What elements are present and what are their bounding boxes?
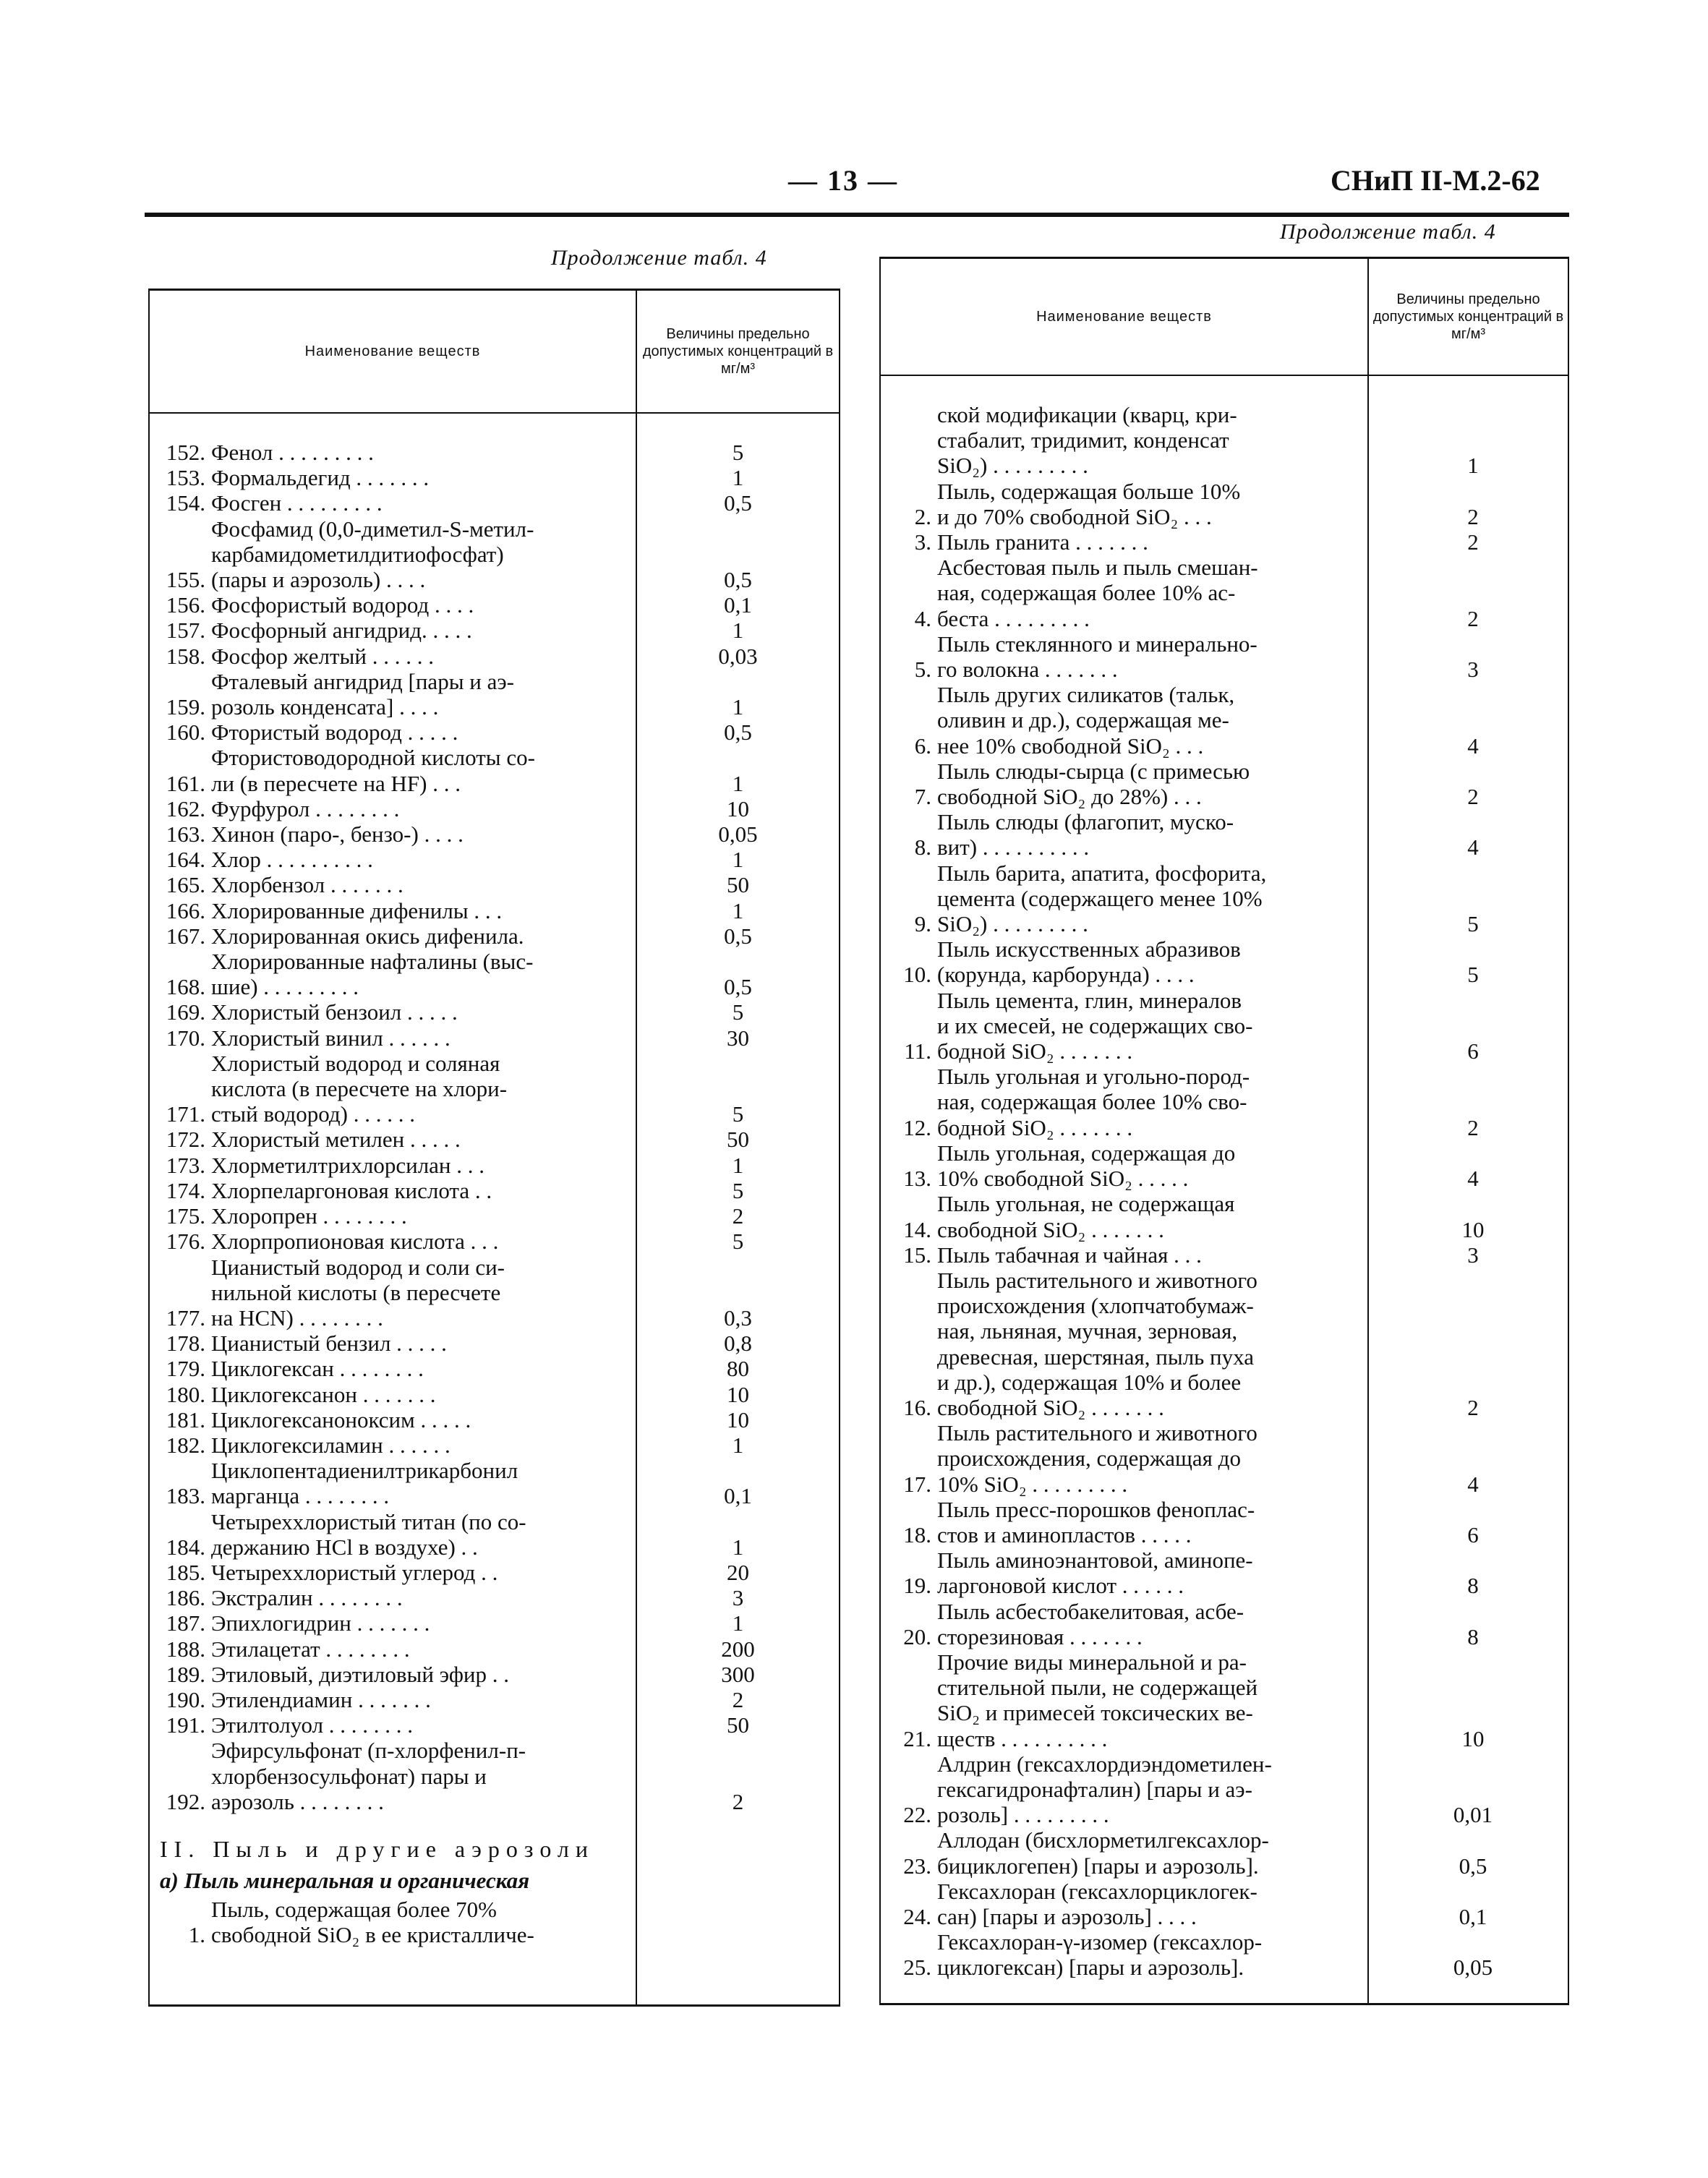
limit-value: 0,8 xyxy=(724,1331,752,1357)
substance-name: Пыль цемента, глин, минералов и их смесей, не содержащих сво- бодной SiO₂ . . . . . . . xyxy=(937,987,1253,1064)
header-rule xyxy=(145,213,1569,217)
substance-name: Пыль, содержащая более 70% свободной SiO₂ в ее кристалличе- xyxy=(211,1896,534,1948)
table-row xyxy=(150,1712,839,1738)
substance-name: Фосфористый водород . . . . xyxy=(211,592,474,618)
table-right xyxy=(879,257,1569,2005)
substance-name: Циклогексанон . . . . . . . xyxy=(211,1381,436,1407)
row-number: 24. xyxy=(903,1903,931,1929)
row-number: 161. xyxy=(166,770,205,796)
table-body xyxy=(150,440,839,1947)
substance-name: Формальдегид . . . . . . . xyxy=(211,465,430,491)
table-row xyxy=(150,1738,839,1814)
table-row xyxy=(150,618,839,643)
table-header xyxy=(881,259,1568,376)
limit-value: 0,1 xyxy=(1459,1903,1487,1929)
substance-name: Циклогексан . . . . . . . . xyxy=(211,1356,424,1382)
table-row xyxy=(150,1331,839,1356)
substance-name: Этиловый, диэтиловый эфир . . xyxy=(211,1661,510,1687)
limit-value: 300 xyxy=(721,1661,755,1687)
table-row xyxy=(881,631,1568,682)
substance-name: Фенол . . . . . . . . . xyxy=(211,440,374,465)
page-number: — 13 — xyxy=(788,164,898,197)
row-number: 25. xyxy=(903,1955,931,1981)
column-header-value: Величины предельно допустимых концентраций в мг/м³ xyxy=(1367,259,1568,375)
substance-name: Этилендиамин . . . . . . . xyxy=(211,1686,431,1712)
subsection-heading: а) Пыль минеральная и органическая xyxy=(160,1867,530,1893)
row-number: 174. xyxy=(166,1177,205,1203)
table-row xyxy=(150,592,839,618)
substance-name: Фтористоводородной кислоты со- ли (в пересчете на HF) . . . xyxy=(211,745,535,796)
substance-name: Пыль гранита . . . . . . . xyxy=(937,529,1148,555)
substance-name: Фосфор желтый . . . . . . xyxy=(211,643,434,669)
limit-value: 1 xyxy=(732,770,744,796)
column-header-value: Величины предельно допустимых концентраций в мг/м³ xyxy=(636,291,839,412)
limit-value: 2 xyxy=(1467,503,1479,529)
row-number: 184. xyxy=(166,1534,205,1560)
substance-name: Пыль пресс-порошков феноплас- стов и аминопластов . . . . . xyxy=(937,1496,1255,1547)
table-row xyxy=(150,1432,839,1458)
table-row xyxy=(150,1178,839,1203)
substance-name: Гексахлоран-γ-изомер (гексахлор- циклогексан) [пары и аэрозоль]. xyxy=(937,1929,1263,1981)
limit-value: 2 xyxy=(732,1686,744,1712)
row-number: 10. xyxy=(903,962,931,988)
substance-name: Прочие виды минеральной и ра- стительной пыли, не содержащей SiO₂ и примесей токсических ве- ществ . . . . . . . . . . xyxy=(937,1649,1258,1751)
limit-value: 20 xyxy=(727,1559,749,1585)
limit-value: 50 xyxy=(727,872,749,898)
row-number: 171. xyxy=(166,1101,205,1127)
limit-value: 3 xyxy=(1467,1242,1479,1268)
substance-name: Циклогексиламин . . . . . . xyxy=(211,1432,451,1458)
limit-value: 1 xyxy=(732,1610,744,1636)
row-number: 186. xyxy=(166,1585,205,1611)
substance-name: Хинон (паро-, бензо-) . . . . xyxy=(211,821,464,847)
table-row xyxy=(150,440,839,465)
row-number: 8. xyxy=(914,834,931,860)
table-row xyxy=(150,1636,839,1662)
substance-name: Пыль стеклянного и минерально- го волокна . . . . . . . xyxy=(937,631,1257,683)
table-row xyxy=(881,759,1568,809)
row-number: 16. xyxy=(903,1394,931,1420)
table-row xyxy=(150,465,839,490)
substance-name: Фосген . . . . . . . . . xyxy=(211,490,383,516)
limit-value: 4 xyxy=(1467,834,1479,860)
table-row xyxy=(150,1585,839,1610)
substance-name: Этилацетат . . . . . . . . xyxy=(211,1636,410,1662)
table-row xyxy=(881,682,1568,759)
table-row xyxy=(150,1897,839,1947)
row-number: 21. xyxy=(903,1725,931,1751)
limit-value: 1 xyxy=(732,897,744,923)
substance-name: Пыль растительного и животного происхождения, содержащая до 10% SiO₂ . . . . . . . . . xyxy=(937,1420,1257,1497)
substance-name: Фталевый ангидрид [пары и аэ- розоль конденсата] . . . . xyxy=(211,668,514,720)
substance-name: Алдрин (гексахлордиэндометилен- гексагидронафталин) [пары и аэ- розоль] . . . . . . . . . xyxy=(937,1751,1272,1828)
limit-value: 8 xyxy=(1467,1573,1479,1599)
table-row xyxy=(881,1140,1568,1191)
row-number: 167. xyxy=(166,923,205,949)
row-number: 14. xyxy=(903,1216,931,1242)
row-number: 185. xyxy=(166,1559,205,1585)
row-number: 179. xyxy=(166,1356,205,1382)
table-row xyxy=(881,529,1568,555)
row-number: 154. xyxy=(166,490,205,516)
row-number: 156. xyxy=(166,592,205,618)
row-number: 187. xyxy=(166,1610,205,1636)
row-number: 183. xyxy=(166,1483,205,1509)
row-number: 11. xyxy=(904,1038,931,1064)
table-row xyxy=(150,999,839,1025)
table-row xyxy=(881,860,1568,937)
substance-name: Пыль аминоэнантовой, аминопе- ларгоновой кислот . . . . . . xyxy=(937,1547,1253,1599)
row-number: 19. xyxy=(903,1573,931,1599)
row-number: 22. xyxy=(903,1802,931,1828)
limit-value: 5 xyxy=(732,1177,744,1203)
row-number: 169. xyxy=(166,999,205,1025)
row-number: 162. xyxy=(166,795,205,821)
limit-value: 2 xyxy=(1467,605,1479,631)
row-number: 6. xyxy=(914,733,931,759)
substance-name: Пыль искусственных абразивов (корунда, карборунда) . . . . xyxy=(937,936,1241,988)
row-number: 18. xyxy=(903,1521,931,1547)
substance-name: Эфирсульфонат (п-хлорфенил-п- хлорбензосульфонат) пары и аэрозоль . . . . . . . . xyxy=(211,1738,526,1814)
limit-value: 0,5 xyxy=(1459,1853,1487,1879)
table-row xyxy=(881,1497,1568,1547)
table-row xyxy=(150,719,839,745)
limit-value: 5 xyxy=(1467,962,1479,988)
limit-value: 2 xyxy=(1467,1114,1479,1140)
substance-name: Циклогексаноноксим . . . . . xyxy=(211,1406,471,1432)
table-row xyxy=(881,1649,1568,1751)
column-header-name: Наименование веществ xyxy=(1036,308,1212,325)
substance-name: Хлор . . . . . . . . . . xyxy=(211,847,373,873)
limit-value: 6 xyxy=(1467,1038,1479,1064)
table-row xyxy=(150,1560,839,1585)
row-number: 13. xyxy=(903,1166,931,1192)
limit-value: 0,5 xyxy=(724,923,752,949)
table-row xyxy=(881,1420,1568,1497)
table-left xyxy=(148,289,840,2007)
limit-value: 5 xyxy=(732,1101,744,1127)
document-code: СНиП II-М.2-62 xyxy=(1331,164,1540,197)
substance-name: Пыль слюды (флагопит, муско- вит) . . . . . . . . . . xyxy=(937,809,1234,860)
substance-name: Фосфамид (0,0-диметил-S-метил- карбамидометилдитиофосфат) (пары и аэрозоль) . . . . xyxy=(211,516,534,593)
table-row xyxy=(881,1599,1568,1649)
row-number: 7. xyxy=(914,784,931,810)
substance-name: Хлорпеларгоновая кислота . . xyxy=(211,1177,492,1203)
table-row xyxy=(881,1064,1568,1140)
limit-value: 0,05 xyxy=(1453,1955,1493,1981)
table-row xyxy=(150,1127,839,1152)
row-number: 170. xyxy=(166,1025,205,1051)
limit-value: 0,01 xyxy=(1453,1802,1493,1828)
table-row xyxy=(881,809,1568,860)
table-row xyxy=(881,479,1568,529)
table-row xyxy=(150,1255,839,1331)
limit-value: 0,5 xyxy=(724,974,752,1000)
table-row xyxy=(150,821,839,847)
substance-name: Хлористый винил . . . . . . xyxy=(211,1025,451,1051)
table-row xyxy=(150,872,839,897)
substance-name: Аллодан (бисхлорметилгексахлор- бициклогепен) [пары и аэрозоль]. xyxy=(937,1827,1269,1879)
column-header-name: Наименование веществ xyxy=(304,343,481,359)
limit-value: 6 xyxy=(1467,1521,1479,1547)
limit-value: 5 xyxy=(732,440,744,465)
substance-name: Эпихлогидрин . . . . . . . xyxy=(211,1610,430,1636)
row-number: 5. xyxy=(914,657,931,683)
limit-value: 10 xyxy=(1461,1216,1485,1242)
limit-value: 1 xyxy=(1467,453,1479,479)
limit-value: 1 xyxy=(732,465,744,491)
table-row xyxy=(150,1662,839,1687)
limit-value: 1 xyxy=(732,1152,744,1178)
substance-name: Этилтолуол . . . . . . . . xyxy=(211,1712,414,1738)
table-row xyxy=(150,1407,839,1432)
table-row xyxy=(150,490,839,516)
substance-name: Хлорированные нафталины (выс- шие) . . . . . . . . . xyxy=(211,949,534,1000)
substance-name: Хлорбензол . . . . . . . xyxy=(211,872,403,898)
limit-value: 0,5 xyxy=(724,490,752,516)
table-row xyxy=(150,949,839,999)
substance-name: Цианистый бензил . . . . . xyxy=(211,1331,447,1357)
row-number: 175. xyxy=(166,1203,205,1229)
substance-name: Пыль слюды-сырца (с примесью свободной SiO₂ до 28%) . . . xyxy=(937,758,1250,810)
table-row xyxy=(150,1458,839,1508)
table-row xyxy=(150,1610,839,1636)
substance-name: Хлорированная окись дифенила. xyxy=(211,923,524,949)
limit-value: 0,1 xyxy=(724,1483,752,1509)
limit-value: 5 xyxy=(732,1229,744,1255)
table-header xyxy=(150,291,839,414)
table-row xyxy=(881,988,1568,1064)
limit-value: 2 xyxy=(732,1203,744,1229)
limit-value: 10 xyxy=(727,795,749,821)
table-row xyxy=(150,923,839,949)
substance-name: Асбестовая пыль и пыль смешан- ная, содержащая более 10% ас- беста . . . . . . . . . xyxy=(937,555,1258,631)
substance-name: Пыль других силикатов (тальк, оливин и др.), содержащая ме- нее 10% свободной SiO₂ . . . xyxy=(937,682,1235,759)
substance-name: Хлористый метилен . . . . . xyxy=(211,1127,461,1153)
table-row xyxy=(150,1229,839,1254)
row-number: 158. xyxy=(166,643,205,669)
row-number: 157. xyxy=(166,618,205,644)
limit-value: 50 xyxy=(727,1712,749,1738)
row-number: 190. xyxy=(166,1686,205,1712)
table-row xyxy=(881,402,1568,479)
row-number: 173. xyxy=(166,1152,205,1178)
limit-value: 10 xyxy=(727,1406,749,1432)
table-continuation-right: Продолжение табл. 4 xyxy=(1280,220,1496,244)
substance-name: Пыль угольная, не содержащая свободной SiO₂ . . . . . . . xyxy=(937,1191,1235,1242)
substance-name: Пыль барита, апатита, фосфорита, цемента (содержащего менее 10% SiO₂) . . . . . . . . . xyxy=(937,860,1267,937)
table-row xyxy=(881,555,1568,631)
row-number: 176. xyxy=(166,1229,205,1255)
table-row xyxy=(150,898,839,923)
table-row xyxy=(881,1879,1568,1929)
table-row xyxy=(150,644,839,669)
limit-value: 1 xyxy=(732,1534,744,1560)
limit-value: 5 xyxy=(732,999,744,1025)
substance-name: Пыль асбестобакелитовая, асбе- сторезиновая . . . . . . . xyxy=(937,1598,1244,1649)
table-row xyxy=(881,1191,1568,1242)
limit-value: 0,3 xyxy=(724,1304,752,1331)
substance-name: Фурфурол . . . . . . . . xyxy=(211,795,400,821)
table-row xyxy=(881,1929,1568,1980)
limit-value: 3 xyxy=(1467,657,1479,683)
row-number: 164. xyxy=(166,847,205,873)
limit-value: 0,5 xyxy=(724,719,752,746)
row-number: 2. xyxy=(914,503,931,529)
row-number: 180. xyxy=(166,1381,205,1407)
row-number: 178. xyxy=(166,1331,205,1357)
limit-value: 3 xyxy=(732,1585,744,1611)
row-number: 172. xyxy=(166,1127,205,1153)
row-number: 177. xyxy=(166,1304,205,1331)
row-number: 188. xyxy=(166,1636,205,1662)
row-number: 152. xyxy=(166,440,205,465)
row-number: 192. xyxy=(166,1788,205,1814)
substance-name: Циклопентадиенилтрикарбонил марганца . . . . . . . . xyxy=(211,1458,518,1509)
limit-value: 8 xyxy=(1467,1623,1479,1649)
row-number: 9. xyxy=(914,911,931,937)
substance-name: Гексахлоран (гексахлорциклогек- сан) [пары и аэрозоль] . . . . xyxy=(937,1878,1257,1929)
table-row xyxy=(150,1509,839,1560)
table-row xyxy=(150,1382,839,1407)
row-number: 4. xyxy=(914,605,931,631)
table-row xyxy=(150,516,839,593)
limit-value: 0,03 xyxy=(718,643,758,669)
row-number: 181. xyxy=(166,1406,205,1432)
table-row xyxy=(881,1827,1568,1878)
row-number: 20. xyxy=(903,1623,931,1649)
section-heading: II. Пыль и другие аэрозоли xyxy=(160,1835,594,1862)
row-number: 182. xyxy=(166,1432,205,1458)
table-row xyxy=(150,669,839,719)
row-number: 15. xyxy=(903,1242,931,1268)
limit-value: 2 xyxy=(1467,784,1479,810)
row-number: 153. xyxy=(166,465,205,491)
table-row xyxy=(150,1356,839,1381)
row-number: 163. xyxy=(166,821,205,847)
substance-name: Хлористый бензоил . . . . . xyxy=(211,999,458,1025)
row-number: 159. xyxy=(166,694,205,720)
limit-value: 80 xyxy=(727,1356,749,1382)
substance-name: Хлорметилтрихлорсилан . . . xyxy=(211,1152,485,1178)
substance-name: Фосфорный ангидрид. . . . . xyxy=(211,618,472,644)
limit-value: 5 xyxy=(1467,911,1479,937)
substance-name: Хлоропрен . . . . . . . . xyxy=(211,1203,407,1229)
substance-name: Пыль угольная и угольно-пород- ная, содержащая более 10% сво- бодной SiO₂ . . . . . . . xyxy=(937,1064,1250,1140)
table-continuation-left: Продолжение табл. 4 xyxy=(551,246,767,270)
substance-name: ской модификации (кварц, кри- стабалит, тридимит, конденсат SiO₂) . . . . . . . . . xyxy=(937,402,1237,479)
substance-name: Хлорпропионовая кислота . . . xyxy=(211,1229,499,1255)
table-row xyxy=(150,1153,839,1178)
row-number: 165. xyxy=(166,872,205,898)
table-row xyxy=(881,1751,1568,1828)
limit-value: 4 xyxy=(1467,733,1479,759)
limit-value: 4 xyxy=(1467,1166,1479,1192)
table-body xyxy=(881,402,1568,1981)
limit-value: 1 xyxy=(732,618,744,644)
limit-value: 10 xyxy=(727,1381,749,1407)
limit-value: 0,5 xyxy=(724,567,752,593)
substance-name: Пыль угольная, содержащая до 10% свободной SiO₂ . . . . . xyxy=(937,1140,1236,1192)
table-row xyxy=(150,1687,839,1712)
limit-value: 30 xyxy=(727,1025,749,1051)
substance-name: Экстралин . . . . . . . . xyxy=(211,1585,403,1611)
row-number: 3. xyxy=(914,529,931,555)
substance-name: Фтористый водород . . . . . xyxy=(211,719,458,746)
limit-value: 1 xyxy=(732,694,744,720)
limit-value: 2 xyxy=(732,1788,744,1814)
limit-value: 0,05 xyxy=(718,821,758,847)
table-row xyxy=(150,1051,839,1127)
row-number: 168. xyxy=(166,974,205,1000)
limit-value: 2 xyxy=(1467,529,1479,555)
substance-name: Хлорированные дифенилы . . . xyxy=(211,897,503,923)
row-number: 160. xyxy=(166,719,205,746)
substance-name: Пыль растительного и животного происхождения (хлопчатобумаж- ная, льняная, мучная, зерновая, древесная, шерстяная, пыль пуха и др.), содержащая 10% и более свободной SiO₂ . . . . . . . xyxy=(937,1267,1257,1420)
limit-value: 1 xyxy=(732,1432,744,1458)
substance-name: Четыреххлористый титан (по со- держанию HCl в воздухе) . . xyxy=(211,1508,526,1560)
limit-value: 50 xyxy=(727,1127,749,1153)
substance-name: Пыль табачная и чайная . . . xyxy=(937,1242,1202,1268)
row-number: 23. xyxy=(903,1853,931,1879)
table-row xyxy=(881,1268,1568,1420)
limit-value: 2 xyxy=(1467,1394,1479,1420)
limit-value: 1 xyxy=(732,847,744,873)
limit-value: 0,1 xyxy=(724,592,752,618)
limit-value: 4 xyxy=(1467,1471,1479,1497)
row-number: 12. xyxy=(903,1114,931,1140)
substance-name: Четыреххлористый углерод . . xyxy=(211,1559,498,1585)
row-number: 189. xyxy=(166,1661,205,1687)
row-number: 166. xyxy=(166,897,205,923)
table-row xyxy=(150,1025,839,1051)
row-number: 1. xyxy=(188,1922,205,1948)
substance-name: Цианистый водород и соли си- нильной кислоты (в пересчете на HCN) . . . . . . . . xyxy=(211,1254,505,1331)
row-number: 155. xyxy=(166,567,205,593)
table-row xyxy=(150,796,839,821)
substance-name: Хлористый водород и соляная кислота (в пересчете на хлори- стый водород) . . . . . . xyxy=(211,1050,508,1127)
table-row xyxy=(881,936,1568,987)
limit-value: 10 xyxy=(1461,1725,1485,1751)
substance-name: Пыль, содержащая больше 10% и до 70% свободной SiO₂ . . . xyxy=(937,478,1241,529)
table-row xyxy=(150,1203,839,1229)
table-row xyxy=(881,1547,1568,1598)
table-row xyxy=(150,745,839,795)
table-row xyxy=(150,847,839,872)
limit-value: 200 xyxy=(721,1636,755,1662)
row-number: 191. xyxy=(166,1712,205,1738)
row-number: 17. xyxy=(903,1471,931,1497)
table-row xyxy=(881,1242,1568,1268)
